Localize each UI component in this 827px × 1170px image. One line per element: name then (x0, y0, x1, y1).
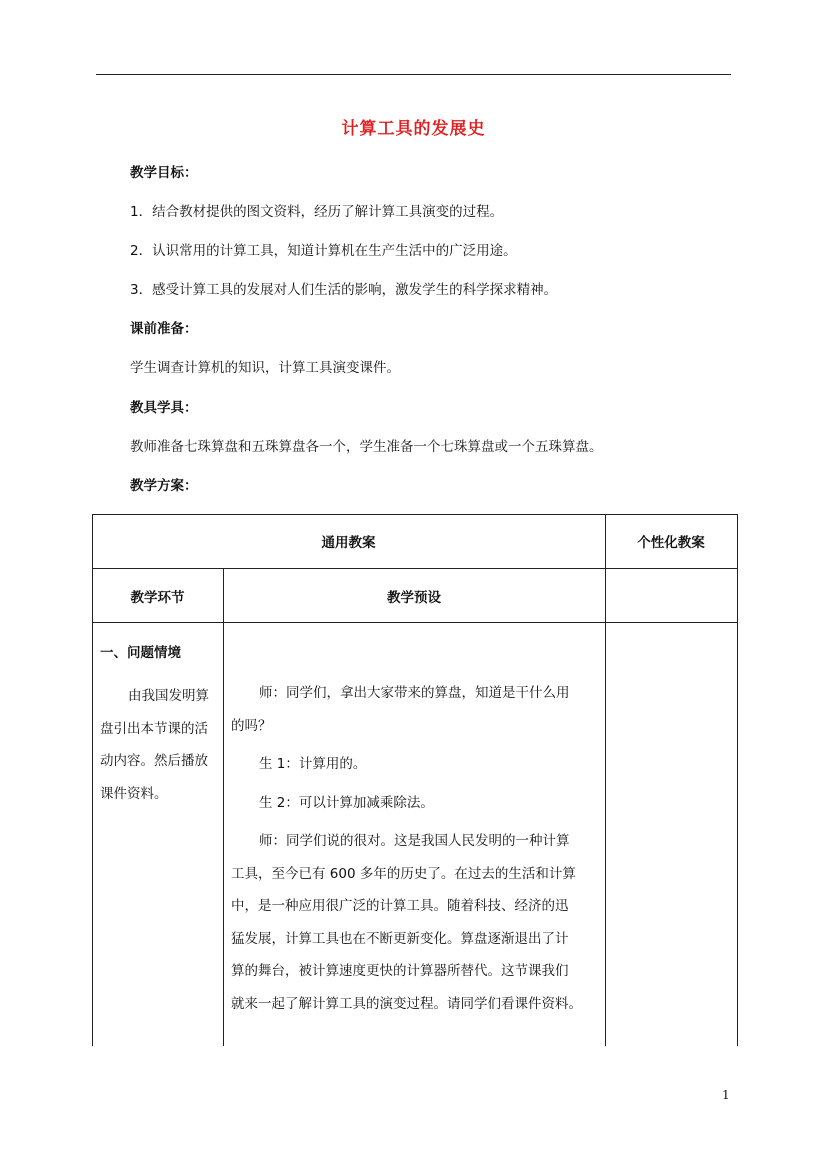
page-number: 1 (722, 1088, 730, 1102)
stage-description (100, 680, 220, 810)
dialogue-line: 中，是一种应用很广泛的计算工具。随着科技、经济的迅 (231, 898, 569, 914)
tools-heading: 教具学具： (130, 400, 198, 416)
table-border-right (737, 514, 738, 1046)
goal-item: 2．认识常用的计算工具，知道计算机在生产生活中的广泛用途。 (130, 243, 517, 259)
dialogue-line: 工具，至今已有 600 多年的历史了。在过去的生活和计算 (231, 865, 576, 882)
plan-heading: 教学方案： (130, 478, 198, 494)
goal-item: 1．结合教材提供的图文资料，经历了解计算工具演变的过程。 (130, 204, 504, 220)
goals-heading: 教学目标： (130, 165, 198, 181)
prep-text: 学生调查计算机的知识，计算工具演变课件。 (130, 360, 400, 376)
dialogue-line: 师：同学们说的很对。这是我国人民发明的一种计算 (259, 833, 570, 849)
table-border-row1 (92, 568, 737, 569)
dialogue-line: 猛发展，计算工具也在不断更新变化。算盘逐渐退出了计 (231, 930, 569, 947)
col-design-header: 教学预设 (387, 590, 441, 606)
dialogue-line: 就来一起了解计算工具的演变过程。请同学们看课件资料。 (231, 995, 582, 1012)
tools-text: 教师准备七珠算盘和五珠算盘各一个，学生准备一个七珠算盘或一个五珠算盘。 (130, 439, 603, 455)
table-border-row2 (92, 622, 737, 623)
document-title: 计算工具的发展史 (341, 119, 486, 139)
dialogue-line: 算的舞台，被计算速度更快的计算器所替代。这节课我们 (231, 963, 569, 979)
dialogue-line: 的吗？ (231, 717, 272, 734)
stage-desc-line: 课件资料。 (100, 785, 168, 802)
header-general: 通用教案 (321, 535, 376, 551)
dialogue-line: 生 2：可以计算加减乘除法。 (259, 794, 434, 811)
col-stage-header: 教学环节 (130, 590, 185, 606)
dialogue-line: 生 1：计算用的。 (259, 756, 367, 772)
dialogue (231, 677, 603, 1020)
table-border-top (92, 514, 737, 515)
table-border-mid (605, 514, 606, 1046)
header-personal: 个性化教案 (637, 535, 705, 551)
stage-title: 一、问题情境 (100, 645, 181, 661)
header-rule (96, 74, 731, 75)
stage-desc-line: 动内容。然后播放 (100, 753, 208, 769)
dialogue-line: 师：同学们，拿出大家带来的算盘，知道是干什么用 (259, 685, 570, 701)
table-border-stage (223, 568, 224, 1046)
stage-desc-line: 盘引出本节课的活 (100, 720, 208, 737)
prep-heading: 课前准备： (130, 321, 198, 337)
goal-item: 3．感受计算工具的发展对人们生活的影响，激发学生的科学探求精神。 (130, 282, 558, 298)
stage-desc-line: 由我国发明算 (128, 688, 209, 704)
